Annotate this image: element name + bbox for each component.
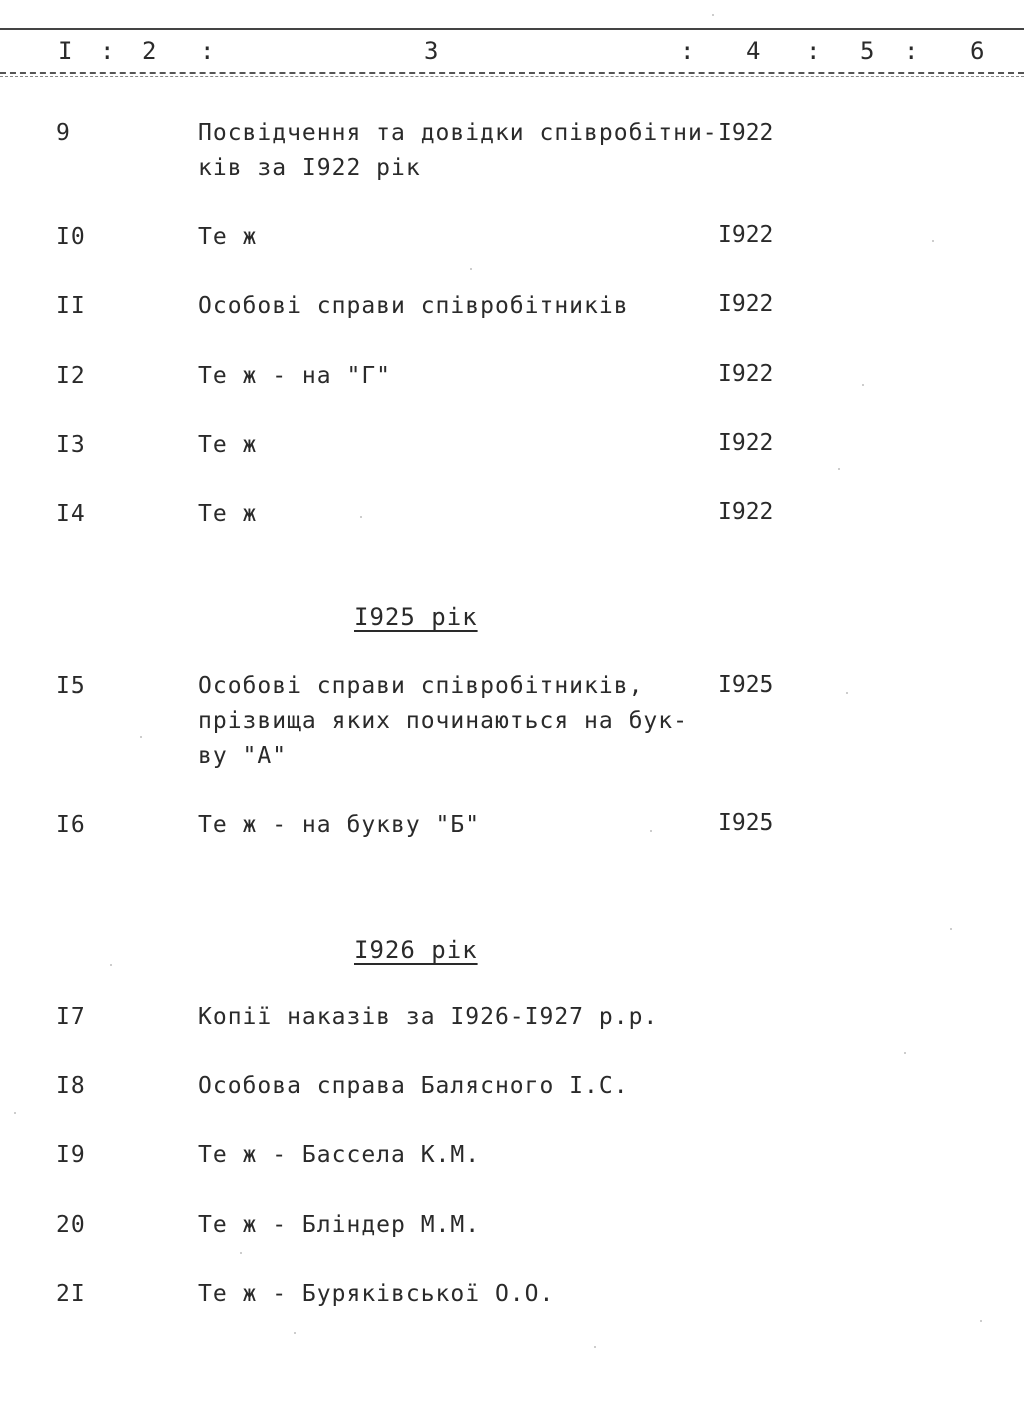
- header-bottom-rule-secondary: [0, 76, 1024, 77]
- record-number: I3: [56, 432, 86, 458]
- record-number: II: [56, 293, 86, 319]
- scan-speck: [650, 830, 652, 832]
- record-year: I922: [718, 222, 774, 248]
- record-year: I922: [718, 430, 774, 456]
- column-separator: :: [200, 37, 215, 65]
- record-number: I9: [56, 1142, 86, 1168]
- scan-speck: [470, 268, 472, 270]
- record-year: I922: [718, 361, 774, 387]
- record-year: I922: [718, 291, 774, 317]
- scan-speck: [240, 1252, 242, 1254]
- record-title-line: Те ж - Бассела К.М.: [198, 1142, 481, 1168]
- record-title-line: Те ж - на букву "Б": [198, 812, 481, 838]
- record-title-line: Те ж: [198, 432, 258, 458]
- scan-speck: [846, 692, 848, 694]
- record-year: I925: [718, 672, 774, 698]
- record-title-line: Особова справа Балясного І.С.: [198, 1073, 629, 1099]
- record-title-line: Те ж - Буряківської О.О.: [198, 1281, 555, 1307]
- scan-speck: [14, 1112, 16, 1114]
- record-title-line: Те ж: [198, 501, 258, 527]
- record-number: 9: [56, 120, 71, 146]
- column-header-2: 2: [142, 37, 157, 65]
- record-title-line: прізвища яких починаються на бук-: [198, 708, 688, 734]
- column-separator: :: [806, 37, 821, 65]
- record-title-line: ву "А": [198, 743, 288, 769]
- record-number: I2: [56, 363, 86, 389]
- record-year: I922: [718, 120, 774, 146]
- record-number: I7: [56, 1004, 86, 1030]
- record-number: 20: [56, 1212, 86, 1238]
- record-title-line: Особові справи співробітників,: [198, 673, 644, 699]
- column-header-3: 3: [424, 37, 439, 65]
- scan-speck: [980, 1320, 982, 1322]
- record-title-line: Особові справи співробітників: [198, 293, 629, 319]
- scan-speck: [950, 928, 952, 930]
- record-title-line: Посвідчення та довідки співробітни-: [198, 120, 718, 146]
- scan-speck: [932, 240, 934, 242]
- record-title-line: Те ж - Бліндер М.М.: [198, 1212, 481, 1238]
- column-header-5: 5: [860, 37, 875, 65]
- column-separator: :: [904, 37, 919, 65]
- record-number: I4: [56, 501, 86, 527]
- scan-speck: [838, 468, 840, 470]
- column-header-1: I: [58, 37, 73, 65]
- record-number: I5: [56, 673, 86, 699]
- column-separator: :: [100, 37, 115, 65]
- scan-speck: [594, 1346, 596, 1348]
- section-heading: I926 рік: [354, 936, 478, 964]
- scan-speck: [360, 516, 362, 518]
- scan-speck: [904, 1052, 906, 1054]
- section-heading: I925 рік: [354, 603, 478, 631]
- record-year: I925: [718, 810, 774, 836]
- record-title-line: ків за I922 рік: [198, 155, 421, 181]
- scan-speck: [712, 14, 714, 16]
- scan-speck: [294, 1332, 296, 1334]
- record-title-line: Те ж: [198, 224, 258, 250]
- column-header-6: 6: [970, 37, 985, 65]
- record-number: 2I: [56, 1281, 86, 1307]
- column-separator: :: [680, 37, 695, 65]
- header-bottom-rule: [0, 72, 1024, 74]
- header-top-rule: [0, 28, 1024, 30]
- record-number: I6: [56, 812, 86, 838]
- record-title-line: Те ж - на "Г": [198, 363, 392, 389]
- column-header-4: 4: [746, 37, 761, 65]
- record-number: I0: [56, 224, 86, 250]
- scan-speck: [862, 384, 864, 386]
- scan-speck: [140, 736, 142, 738]
- scan-speck: [110, 964, 112, 966]
- record-title-line: Копії наказів за I926-I927 р.р.: [198, 1004, 659, 1030]
- record-number: I8: [56, 1073, 86, 1099]
- record-year: I922: [718, 499, 774, 525]
